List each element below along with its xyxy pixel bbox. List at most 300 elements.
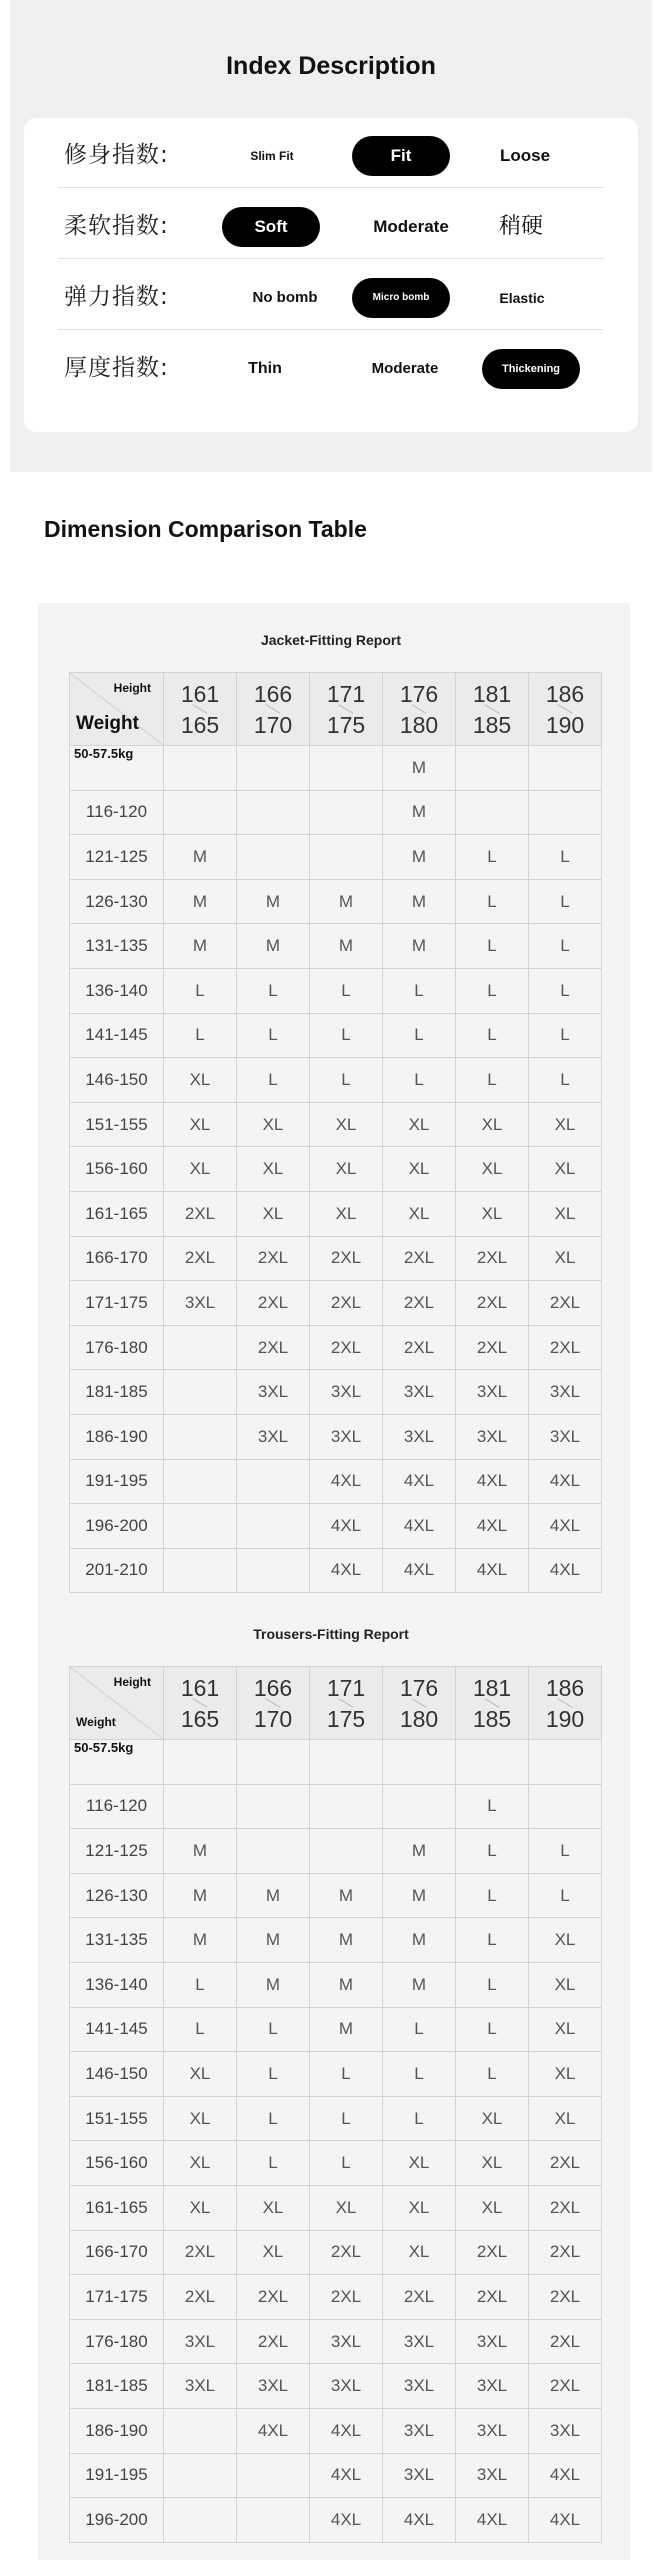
size-cell: 4XL bbox=[529, 2453, 602, 2498]
size-cell: XL bbox=[237, 2185, 310, 2230]
size-cell: L bbox=[383, 1058, 456, 1103]
size-cell: 2XL bbox=[383, 1325, 456, 1370]
size-cell: XL bbox=[164, 1058, 237, 1103]
size-cell: 3XL bbox=[456, 2319, 529, 2364]
size-cell: 2XL bbox=[164, 1236, 237, 1281]
height-range-header bbox=[164, 1667, 237, 1740]
size-cell bbox=[164, 1459, 237, 1504]
height-range-start: 161 bbox=[180, 681, 220, 707]
size-cell bbox=[383, 1784, 456, 1829]
size-cell: M bbox=[383, 1829, 456, 1874]
size-cell: 3XL bbox=[456, 2453, 529, 2498]
size-cell: M bbox=[164, 879, 237, 924]
size-cell: 2XL bbox=[383, 2275, 456, 2320]
size-cell: 3XL bbox=[237, 2364, 310, 2409]
size-cell: XL bbox=[383, 1191, 456, 1236]
table-row bbox=[70, 2364, 602, 2409]
table-row bbox=[70, 2185, 602, 2230]
size-cell: XL bbox=[529, 2052, 602, 2097]
size-cell: L bbox=[310, 2052, 383, 2097]
height-range-header bbox=[529, 1667, 602, 1740]
size-cell: 2XL bbox=[529, 2275, 602, 2320]
size-cell bbox=[237, 1504, 310, 1549]
table-row bbox=[70, 2052, 602, 2097]
weight-range-cell: 136-140 bbox=[70, 968, 164, 1013]
size-cell: 2XL bbox=[456, 2230, 529, 2275]
size-cell bbox=[529, 1740, 602, 1785]
size-cell: L bbox=[237, 1058, 310, 1103]
table-row bbox=[70, 2141, 602, 2186]
size-cell: 2XL bbox=[237, 1325, 310, 1370]
size-cell: 3XL bbox=[383, 2453, 456, 2498]
size-cell: 4XL bbox=[383, 1459, 456, 1504]
index-row-thickness bbox=[24, 331, 638, 401]
size-cell: L bbox=[529, 835, 602, 880]
size-cell: 3XL bbox=[164, 2319, 237, 2364]
height-range-end: 180 bbox=[399, 712, 439, 738]
size-cell bbox=[237, 2453, 310, 2498]
size-cell: M bbox=[164, 835, 237, 880]
size-cell: XL bbox=[164, 2141, 237, 2186]
size-cell: 3XL bbox=[310, 1370, 383, 1415]
weight-range-cell: 196-200 bbox=[70, 2498, 164, 2543]
size-cell: L bbox=[310, 2141, 383, 2186]
size-cell: L bbox=[456, 1829, 529, 1874]
size-cell bbox=[310, 746, 383, 791]
size-cell: 2XL bbox=[529, 2364, 602, 2409]
size-cell: XL bbox=[310, 1191, 383, 1236]
size-cell: M bbox=[310, 879, 383, 924]
size-cell bbox=[310, 790, 383, 835]
index-card bbox=[24, 118, 638, 432]
height-range-start: 176 bbox=[399, 681, 439, 707]
size-cell: XL bbox=[529, 1102, 602, 1147]
size-cell: 4XL bbox=[310, 2408, 383, 2453]
height-range-header bbox=[456, 1667, 529, 1740]
size-cell: XL bbox=[164, 2185, 237, 2230]
size-cell: 2XL bbox=[237, 1236, 310, 1281]
height-range-end: 170 bbox=[253, 712, 293, 738]
size-cell: XL bbox=[310, 1147, 383, 1192]
table-row bbox=[70, 790, 602, 835]
size-cell: 4XL bbox=[310, 2453, 383, 2498]
size-cell: L bbox=[164, 968, 237, 1013]
size-cell: XL bbox=[164, 1147, 237, 1192]
size-cell: XL bbox=[383, 2230, 456, 2275]
size-cell: XL bbox=[456, 1147, 529, 1192]
size-cell: M bbox=[310, 1918, 383, 1963]
table-row bbox=[70, 1236, 602, 1281]
size-cell bbox=[164, 1504, 237, 1549]
size-cell: XL bbox=[456, 2096, 529, 2141]
option-slightly-hard: 稍硬 bbox=[498, 214, 543, 239]
weight-range-cell: 201-210 bbox=[70, 1548, 164, 1593]
size-cell bbox=[310, 835, 383, 880]
height-range-start: 161 bbox=[180, 1675, 220, 1701]
size-cell: L bbox=[456, 1013, 529, 1058]
height-range-header bbox=[237, 673, 310, 746]
size-cell: 4XL bbox=[456, 1504, 529, 1549]
size-cell: 2XL bbox=[310, 2275, 383, 2320]
table-row bbox=[70, 968, 602, 1013]
size-cell: M bbox=[310, 1962, 383, 2007]
size-cell: L bbox=[456, 2052, 529, 2097]
table-row bbox=[70, 2275, 602, 2320]
size-cell: 4XL bbox=[529, 2498, 602, 2543]
height-range-end: 185 bbox=[472, 1706, 512, 1732]
weight-range-cell: 131-135 bbox=[70, 924, 164, 969]
size-cell: L bbox=[529, 1013, 602, 1058]
size-cell: L bbox=[310, 2096, 383, 2141]
option-fit-selected: Fit bbox=[352, 136, 450, 176]
size-cell: L bbox=[310, 968, 383, 1013]
option-moderate: Moderate bbox=[373, 217, 449, 236]
divider bbox=[58, 187, 604, 188]
trousers-report-title: Trousers-Fitting Report bbox=[253, 1626, 409, 1642]
size-cell: 4XL bbox=[456, 2498, 529, 2543]
size-cell: L bbox=[383, 2052, 456, 2097]
weight-range-cell: 156-160 bbox=[70, 2141, 164, 2186]
size-cell: 2XL bbox=[529, 2319, 602, 2364]
size-cell: 2XL bbox=[237, 2275, 310, 2320]
size-cell: L bbox=[529, 1058, 602, 1103]
weight-range-cell: 181-185 bbox=[70, 1370, 164, 1415]
size-cell: XL bbox=[164, 1102, 237, 1147]
weight-axis-label: Weight bbox=[76, 713, 139, 734]
size-cell: 3XL bbox=[237, 1370, 310, 1415]
size-cell bbox=[164, 2408, 237, 2453]
size-cell: 3XL bbox=[456, 1414, 529, 1459]
size-cell bbox=[164, 1370, 237, 1415]
size-cell: XL bbox=[529, 1147, 602, 1192]
size-cell: XL bbox=[164, 2096, 237, 2141]
size-cell: 3XL bbox=[310, 2319, 383, 2364]
table-row bbox=[70, 1740, 602, 1785]
height-range-start: 171 bbox=[326, 681, 366, 707]
size-cell: L bbox=[237, 2052, 310, 2097]
size-cell: M bbox=[164, 1829, 237, 1874]
weight-range-cell: 176-180 bbox=[70, 1325, 164, 1370]
option-slim-fit: Slim Fit bbox=[250, 149, 294, 163]
size-cell: 4XL bbox=[383, 2498, 456, 2543]
table-row bbox=[70, 2096, 602, 2141]
size-cell: 3XL bbox=[383, 2319, 456, 2364]
option-elastic: Elastic bbox=[499, 290, 545, 306]
size-cell: XL bbox=[529, 1918, 602, 1963]
size-cell: XL bbox=[456, 1191, 529, 1236]
height-range-header bbox=[310, 1667, 383, 1740]
weight-range-cell: 156-160 bbox=[70, 1147, 164, 1192]
weight-range-cell: 116-120 bbox=[70, 790, 164, 835]
weight-range-cell: 121-125 bbox=[70, 835, 164, 880]
weight-range-cell: 196-200 bbox=[70, 1504, 164, 1549]
weight-range-cell: 131-135 bbox=[70, 1918, 164, 1963]
size-cell: 4XL bbox=[310, 1548, 383, 1593]
size-cell bbox=[529, 1784, 602, 1829]
table-row bbox=[70, 1191, 602, 1236]
weight-range-cell: 191-195 bbox=[70, 1459, 164, 1504]
table-row bbox=[70, 1370, 602, 1415]
size-cell: 2XL bbox=[164, 2230, 237, 2275]
size-cell: XL bbox=[383, 1102, 456, 1147]
size-cell: L bbox=[456, 2007, 529, 2052]
index-row-label: 厚度指数: bbox=[64, 355, 169, 381]
header-row bbox=[70, 673, 602, 746]
weight-range-cell: 50-57.5kg bbox=[70, 746, 164, 791]
size-cell bbox=[164, 1414, 237, 1459]
weight-axis-label: Weight bbox=[76, 1715, 116, 1729]
index-row-softness bbox=[24, 189, 638, 259]
size-cell: 4XL bbox=[310, 1504, 383, 1549]
size-cell: M bbox=[164, 924, 237, 969]
size-cell bbox=[529, 790, 602, 835]
size-cell: 3XL bbox=[310, 1414, 383, 1459]
size-cell: L bbox=[164, 1962, 237, 2007]
size-cell: 3XL bbox=[383, 1370, 456, 1415]
size-cell: M bbox=[383, 790, 456, 835]
size-cell: M bbox=[237, 1918, 310, 1963]
size-cell: 3XL bbox=[529, 1370, 602, 1415]
option-moderate: Moderate bbox=[371, 360, 439, 377]
table-row bbox=[70, 1873, 602, 1918]
size-cell: M bbox=[383, 879, 456, 924]
size-cell bbox=[164, 746, 237, 791]
size-cell bbox=[237, 746, 310, 791]
size-cell bbox=[164, 1325, 237, 1370]
height-range-start: 171 bbox=[326, 1675, 366, 1701]
size-cell: 2XL bbox=[529, 2185, 602, 2230]
height-range-end: 165 bbox=[180, 1706, 220, 1732]
weight-range-cell: 186-190 bbox=[70, 2408, 164, 2453]
height-range-end: 170 bbox=[253, 1706, 293, 1732]
size-cell: L bbox=[383, 968, 456, 1013]
size-cell: 2XL bbox=[383, 1281, 456, 1326]
weight-range-cell: 116-120 bbox=[70, 1784, 164, 1829]
size-cell: L bbox=[456, 835, 529, 880]
size-cell: L bbox=[529, 924, 602, 969]
size-cell: L bbox=[456, 924, 529, 969]
size-cell bbox=[164, 1548, 237, 1593]
table-row bbox=[70, 1058, 602, 1103]
index-row-label: 修身指数: bbox=[64, 142, 169, 168]
height-range-start: 186 bbox=[545, 681, 585, 707]
weight-range-cell: 151-155 bbox=[70, 1102, 164, 1147]
size-cell: M bbox=[310, 2007, 383, 2052]
size-cell: L bbox=[456, 1962, 529, 2007]
size-cell: L bbox=[456, 1784, 529, 1829]
trousers-size-table bbox=[69, 1666, 602, 2543]
size-cell: XL bbox=[383, 2185, 456, 2230]
size-cell: M bbox=[383, 924, 456, 969]
weight-range-cell: 136-140 bbox=[70, 1962, 164, 2007]
weight-range-cell: 186-190 bbox=[70, 1414, 164, 1459]
weight-range-cell: 166-170 bbox=[70, 2230, 164, 2275]
size-cell: M bbox=[310, 1873, 383, 1918]
size-cell: L bbox=[237, 968, 310, 1013]
size-cell: 2XL bbox=[456, 2275, 529, 2320]
table-row bbox=[70, 2408, 602, 2453]
size-cell: L bbox=[383, 2007, 456, 2052]
size-cell: XL bbox=[456, 1102, 529, 1147]
index-row-label: 弹力指数: bbox=[64, 284, 169, 310]
size-cell: L bbox=[237, 2141, 310, 2186]
weight-range-cell: 146-150 bbox=[70, 2052, 164, 2097]
height-range-end: 190 bbox=[545, 712, 585, 738]
size-cell: XL bbox=[237, 1102, 310, 1147]
table-row bbox=[70, 1281, 602, 1326]
table-row bbox=[70, 1325, 602, 1370]
index-title: Index Description bbox=[226, 52, 436, 80]
weight-range-cell: 151-155 bbox=[70, 2096, 164, 2141]
size-cell bbox=[237, 790, 310, 835]
size-cell: 2XL bbox=[164, 2275, 237, 2320]
size-cell: XL bbox=[456, 2185, 529, 2230]
size-cell bbox=[310, 1784, 383, 1829]
table-row bbox=[70, 1414, 602, 1459]
option-micro-bomb-selected: Micro bomb bbox=[352, 278, 450, 318]
size-cell: 4XL bbox=[310, 1459, 383, 1504]
height-range-header bbox=[383, 673, 456, 746]
size-cell: 4XL bbox=[383, 1548, 456, 1593]
size-cell: L bbox=[456, 968, 529, 1013]
jacket-size-table bbox=[69, 672, 602, 1593]
option-no-bomb: No bomb bbox=[252, 289, 318, 306]
size-cell: 2XL bbox=[529, 1325, 602, 1370]
option-soft-selected: Soft bbox=[222, 207, 320, 247]
size-cell: L bbox=[456, 1918, 529, 1963]
size-cell bbox=[529, 746, 602, 791]
weight-range-cell: 126-130 bbox=[70, 879, 164, 924]
table-corner-cell bbox=[70, 1667, 164, 1740]
size-cell: L bbox=[164, 2007, 237, 2052]
height-axis-label: Height bbox=[113, 681, 151, 695]
height-range-header bbox=[237, 1667, 310, 1740]
height-range-header bbox=[383, 1667, 456, 1740]
height-range-end: 175 bbox=[326, 712, 366, 738]
size-cell bbox=[164, 790, 237, 835]
weight-range-cell: 161-165 bbox=[70, 2185, 164, 2230]
height-range-start: 186 bbox=[545, 1675, 585, 1701]
weight-range-cell: 171-175 bbox=[70, 2275, 164, 2320]
size-cell: M bbox=[383, 1918, 456, 1963]
size-cell: 2XL bbox=[456, 1236, 529, 1281]
size-cell: 3XL bbox=[383, 1414, 456, 1459]
size-cell: 4XL bbox=[383, 1504, 456, 1549]
size-cell bbox=[164, 1740, 237, 1785]
height-range-end: 175 bbox=[326, 1706, 366, 1732]
table-row bbox=[70, 1548, 602, 1593]
table-row bbox=[70, 746, 602, 791]
table-row bbox=[70, 1962, 602, 2007]
table-row bbox=[70, 2498, 602, 2543]
weight-range-cell: 126-130 bbox=[70, 1873, 164, 1918]
size-cell: M bbox=[383, 746, 456, 791]
table-corner-cell bbox=[70, 673, 164, 746]
size-cell: 2XL bbox=[383, 1236, 456, 1281]
size-cell: 2XL bbox=[310, 1281, 383, 1326]
size-cell: 3XL bbox=[383, 2408, 456, 2453]
weight-range-cell: 166-170 bbox=[70, 1236, 164, 1281]
table-row bbox=[70, 1013, 602, 1058]
option-loose: Loose bbox=[499, 146, 551, 165]
height-range-end: 180 bbox=[399, 1706, 439, 1732]
size-cell: 4XL bbox=[456, 1548, 529, 1593]
size-cell: 3XL bbox=[529, 1414, 602, 1459]
size-cell bbox=[164, 2453, 237, 2498]
size-cell bbox=[164, 2498, 237, 2543]
size-cell: 4XL bbox=[310, 2498, 383, 2543]
size-cell: 2XL bbox=[237, 2319, 310, 2364]
size-cell bbox=[237, 1829, 310, 1874]
height-range-end: 185 bbox=[472, 712, 512, 738]
table-row bbox=[70, 2007, 602, 2052]
size-cell: L bbox=[529, 1873, 602, 1918]
size-cell: XL bbox=[529, 2007, 602, 2052]
height-axis-label: Height bbox=[113, 1675, 151, 1689]
table-row bbox=[70, 835, 602, 880]
size-cell: 2XL bbox=[237, 1281, 310, 1326]
dimension-comparison-title: Dimension Comparison Table bbox=[44, 516, 367, 542]
size-cell bbox=[383, 1740, 456, 1785]
height-range-start: 181 bbox=[472, 681, 512, 707]
size-cell: M bbox=[310, 924, 383, 969]
size-cell: L bbox=[237, 1013, 310, 1058]
size-cell bbox=[237, 1784, 310, 1829]
size-cell: XL bbox=[529, 2096, 602, 2141]
height-range-header bbox=[310, 673, 383, 746]
size-cell: L bbox=[529, 968, 602, 1013]
size-cell: 3XL bbox=[529, 2408, 602, 2453]
size-cell: 3XL bbox=[383, 2364, 456, 2409]
index-description-section bbox=[10, 0, 652, 472]
size-cell: 2XL bbox=[529, 2141, 602, 2186]
size-cell: XL bbox=[383, 2141, 456, 2186]
height-range-start: 181 bbox=[472, 1675, 512, 1701]
table-row bbox=[70, 1504, 602, 1549]
size-cell: XL bbox=[529, 1191, 602, 1236]
table-row bbox=[70, 1829, 602, 1874]
weight-range-cell: 176-180 bbox=[70, 2319, 164, 2364]
size-cell: XL bbox=[456, 2141, 529, 2186]
table-row bbox=[70, 1918, 602, 1963]
index-row-elasticity bbox=[24, 260, 638, 330]
weight-range-cell: 121-125 bbox=[70, 1829, 164, 1874]
table-row bbox=[70, 924, 602, 969]
weight-range-cell: 161-165 bbox=[70, 1191, 164, 1236]
size-cell: L bbox=[456, 879, 529, 924]
size-cell: M bbox=[383, 835, 456, 880]
size-cell: 3XL bbox=[456, 2364, 529, 2409]
size-cell bbox=[164, 1784, 237, 1829]
size-cell: 3XL bbox=[456, 1370, 529, 1415]
size-cell: M bbox=[237, 879, 310, 924]
size-cell: M bbox=[237, 924, 310, 969]
table-row bbox=[70, 2319, 602, 2364]
table-row bbox=[70, 1147, 602, 1192]
size-cell: 4XL bbox=[237, 2408, 310, 2453]
size-cell bbox=[310, 1829, 383, 1874]
height-range-start: 176 bbox=[399, 1675, 439, 1701]
size-cell bbox=[237, 835, 310, 880]
height-range-start: 166 bbox=[253, 1675, 293, 1701]
option-thickening-selected: Thickening bbox=[482, 349, 580, 389]
weight-range-cell: 181-185 bbox=[70, 2364, 164, 2409]
size-cell: XL bbox=[237, 2230, 310, 2275]
height-range-header bbox=[456, 673, 529, 746]
height-range-end: 165 bbox=[180, 712, 220, 738]
size-cell: XL bbox=[237, 1147, 310, 1192]
size-cell: 3XL bbox=[310, 2364, 383, 2409]
